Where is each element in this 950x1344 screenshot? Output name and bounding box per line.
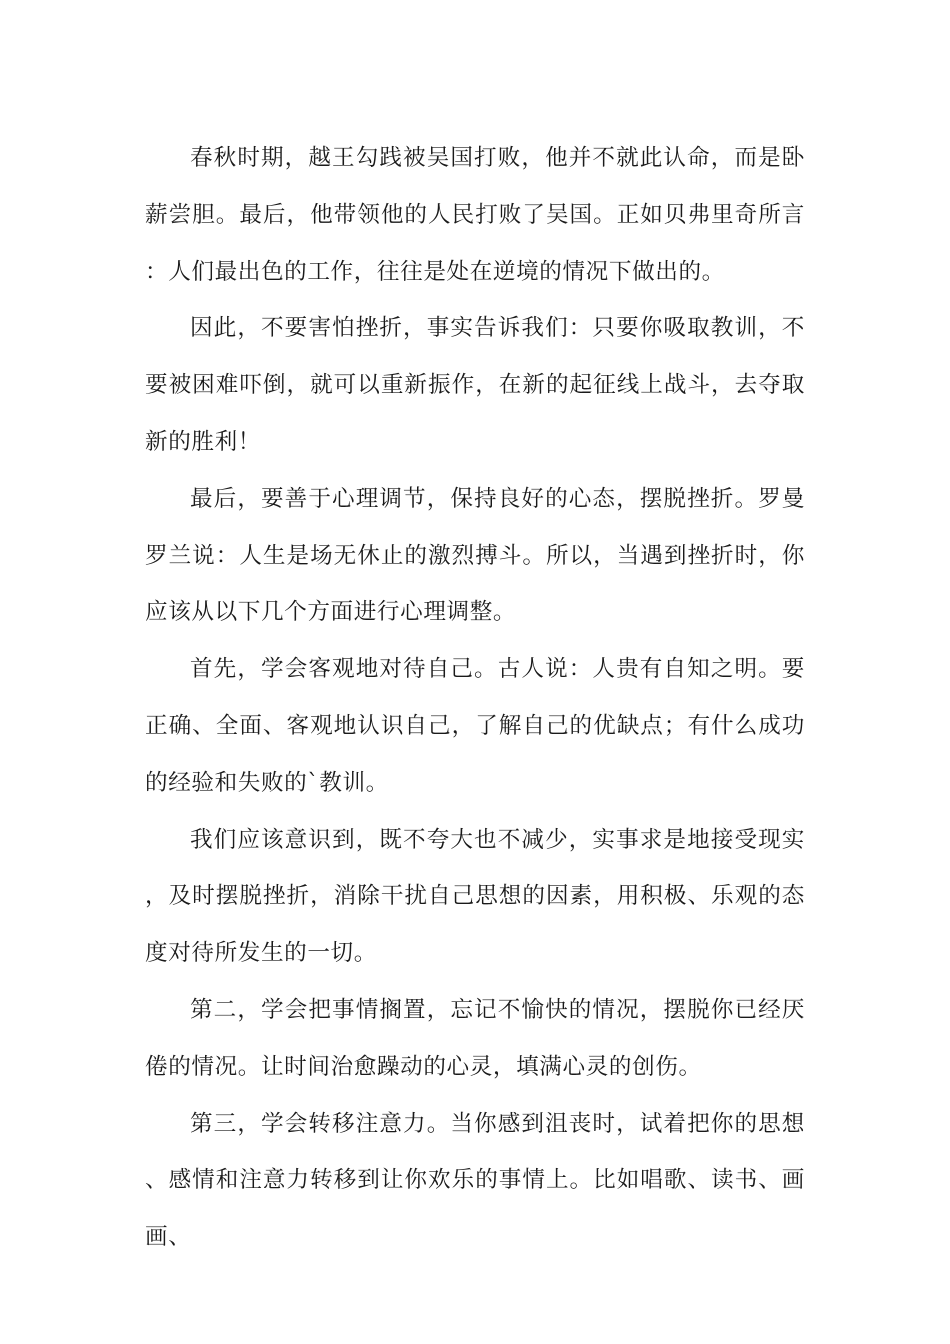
paragraph-2: 因此，不要害怕挫折，事实告诉我们：只要你吸取教训，不要被困难吓倒，就可以重新振作，在新的起征线上战斗，去夺取新的胜利！ (145, 315, 805, 455)
paragraph-1: 春秋时期，越王勾践被吴国打败，他并不就此认命，而是卧薪尝胆。最后，他带领他的人民打败了吴国。正如贝弗里奇所言：人们最出色的工作，往往是处在逆境的情况下做出的。 (145, 145, 805, 285)
paragraph-3: 最后，要善于心理调节，保持良好的心态，摆脱挫折。罗曼罗兰说：人生是场无休止的激烈搏斗。所以，当遇到挫折时，你应该从以下几个方面进行心理调整。 (145, 485, 805, 626)
document-body (145, 130, 805, 1266)
paragraph-4: 首先，学会客观地对待自己。古人说：人贵有自知之明。要正确、全面、客观地认识自己，了解自己的优缺点；有什么成功的经验和失败的`教训。 (145, 656, 805, 796)
paragraph-7: 第三，学会转移注意力。当你感到沮丧时，试着把你的思想、感情和注意力转移到让你欢乐的事情上。比如唱歌、读书、画画、 (145, 1110, 805, 1251)
paragraph-6: 第二，学会把事情搁置，忘记不愉快的情况，摆脱你已经厌倦的情况。让时间治愈躁动的心灵，填满心灵的创伤。 (145, 996, 805, 1080)
paragraph-5: 我们应该意识到，既不夸大也不减少，实事求是地接受现实，及时摆脱挫折，消除干扰自己思想的因素，用积极、乐观的态度对待所发生的一切。 (145, 826, 805, 967)
